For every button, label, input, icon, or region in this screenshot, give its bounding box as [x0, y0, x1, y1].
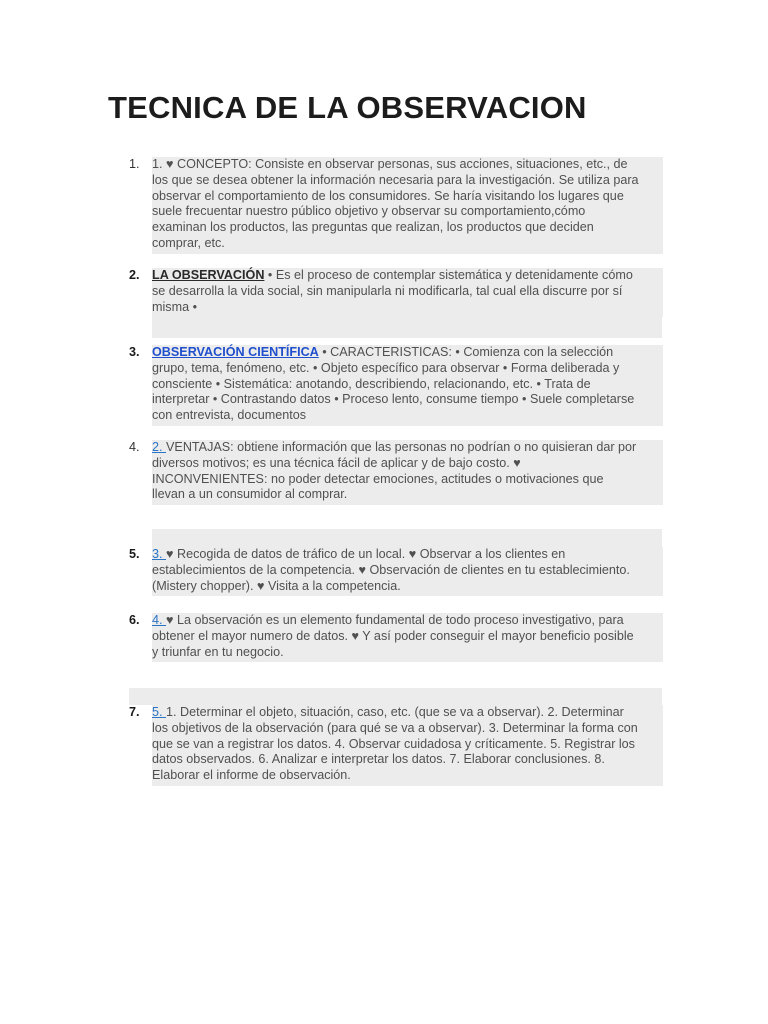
la-observacion-link[interactable]: LA OBSERVACIÓN	[152, 268, 265, 282]
list-number: 3.	[129, 345, 140, 359]
list-item-body: 1. Determinar el objeto, situación, caso, etc. (que se va a observar). 2. Determinar los objetivos de la observación (para qué se va a observar). 3. Determinar la forma con que se van a registrar los datos. 4. Observar cuidadosa y críticamente. 5. Registrar los datos observados. 6. Analizar e interpretar los datos. 7. Elaborar conclusiones. 8. Elaborar el informe de observación.	[152, 705, 638, 783]
list-item-text	[152, 440, 663, 505]
list-item-body: ♥ La observación es un elemento fundamental de todo proceso investigativo, para obtener el mayor numero de datos. ♥ Y así poder conseguir el mayor beneficio posible y triunfar en tu negocio.	[152, 613, 634, 659]
page-title: TECNICA DE LA OBSERVACION	[108, 90, 587, 125]
list-number: 2.	[129, 268, 140, 282]
list-item	[129, 345, 663, 426]
list-item-text	[152, 268, 663, 317]
list-item-text	[152, 613, 663, 662]
list-number: 1.	[129, 157, 140, 171]
spacer	[152, 316, 662, 338]
ref-link-5[interactable]: 5.	[152, 705, 167, 719]
list-item	[129, 547, 663, 596]
observacion-cientifica-link[interactable]: OBSERVACIÓN CIENTÍFICA	[152, 345, 319, 359]
list-item	[129, 440, 663, 505]
ref-link-4[interactable]: 4.	[152, 613, 167, 627]
list-item-text	[152, 547, 663, 596]
list-item-body: • CARACTERISTICAS: • Comienza con la selección grupo, tema, fenómeno, etc. • Objeto específico para observar • Forma deliberada y consciente • Sistemática: anotando, describiendo, relacionando, etc. • Trata de interpretar • Contrastando datos • Proceso lento, consume tiempo • Suele completarse con entrevista, documentos	[152, 345, 635, 423]
list-item-text: 1. ♥ CONCEPTO: Consiste en observar personas, sus acciones, situaciones, etc., de los que se desea obtener la información necesaria para la investigación. Se utiliza para observar el comportamiento de los consumidores. Se haría visitando los lugares que suele frecuentar nuestro público objetivo y observar su comportamiento,cómo examinan los productos, las preguntas que realizan, los productos que deciden comprar, etc.	[152, 157, 663, 254]
list-item-text	[152, 345, 663, 426]
list-item	[129, 268, 663, 317]
list-number: 7.	[129, 705, 140, 719]
list-item	[129, 157, 663, 254]
list-item-body: • Es el proceso de contemplar sistemática y detenidamente cómo se desarrolla la vida social, sin manipularla ni modificarla, tal cual ella discurre por sí misma •	[152, 268, 633, 314]
list-item-body: VENTAJAS: obtiene información que las personas no podrían o no quisieran dar por diversos motivos; es una técnica fácil de aplicar y de bajo costo. ♥ INCONVENIENTES: no poder detectar emociones, actitudes o motivaciones que llevan a un consumidor al comprar.	[152, 440, 637, 502]
list-item-body: ♥ Recogida de datos de tráfico de un local. ♥ Observar a los clientes en establecimientos de la competencia. ♥ Observación de clientes en tu establecimiento. (Mistery chopper). ♥ Visita a la competencia.	[152, 547, 630, 593]
list-item	[129, 705, 663, 786]
list-number: 4.	[129, 440, 140, 454]
ref-link-2[interactable]: 2.	[152, 440, 167, 454]
spacer	[152, 529, 662, 547]
list-item-text	[152, 705, 663, 786]
list-item	[129, 613, 663, 662]
spacer	[129, 688, 662, 705]
list-number: 5.	[129, 547, 140, 561]
ref-link-3[interactable]: 3.	[152, 547, 167, 561]
list-number: 6.	[129, 613, 140, 627]
